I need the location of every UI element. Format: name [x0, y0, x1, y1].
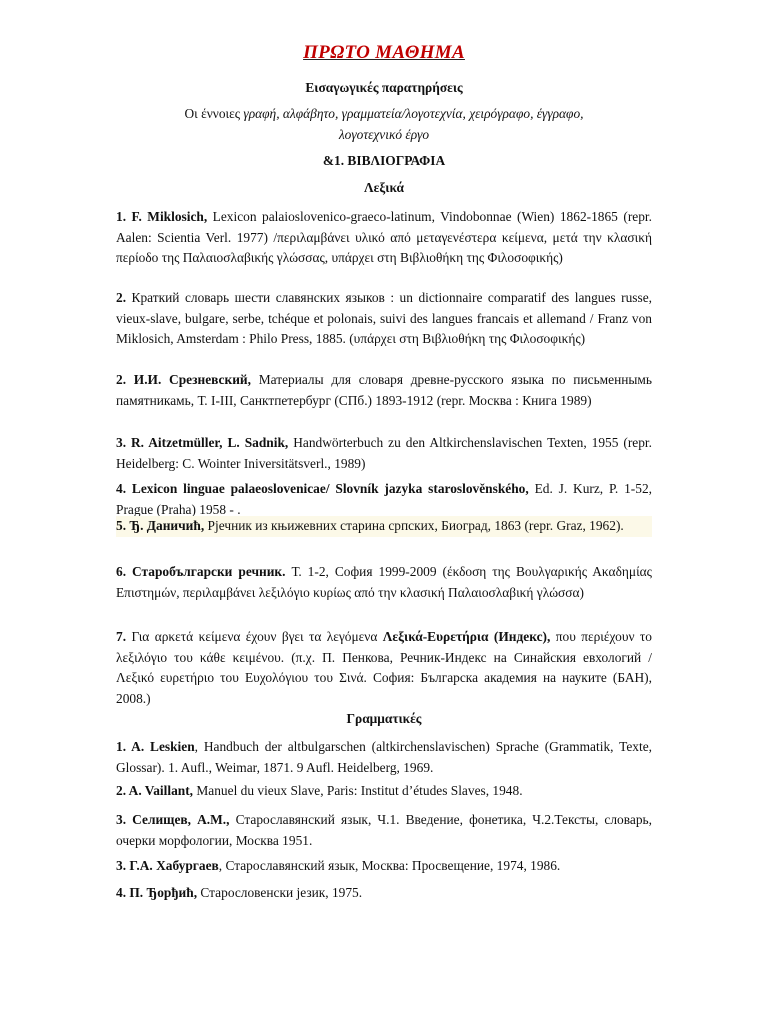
entry-number: 4.	[116, 481, 132, 496]
entry-number: 1.	[116, 739, 132, 754]
entry-text: Т. 1-2, София 1999-2009 (έκδοση της Βουλγαρικής Ακαδημίας Επιστημών, περιλαμβάνει λεξιλόγιο κυρίως από την κλασική Παλαιοσλαβική γλώσσα)	[116, 564, 652, 600]
grammar-entry	[116, 856, 652, 877]
entry-text: Старословенски језик, 1975.	[197, 885, 363, 900]
dictionary-entry	[116, 479, 652, 520]
entry-author: F. Miklosich,	[131, 209, 208, 224]
entry-author: П. Ђорђиħ,	[129, 885, 198, 900]
entry-text: Старославянский язык, Ч.1. Введение, фонетика, Ч.2.Тексты, словарь, очерки морфологии, Москва 1951.	[116, 812, 652, 848]
entry-author: Селищев, А.М.,	[132, 812, 230, 827]
intro-terms-line1: γραφή, αλφάβητο, γραμματεία/λογοτεχνία, χειρόγραφο, έγγραφο,	[243, 106, 584, 121]
entry-text: Manuel du vieux Slave, Paris: Institut d’études Slaves, 1948.	[193, 783, 523, 798]
grammar-entry	[116, 810, 652, 851]
intro-paragraph	[0, 104, 768, 145]
entry-author: R. Aitzetmüller, L. Sadnik,	[131, 435, 289, 450]
entry-text: Ed. J. Kurz, P. 1-52, Prague (Praha) 1958 - .	[116, 481, 653, 517]
entry-number: 5.	[116, 518, 130, 533]
entry-number: 1.	[116, 209, 132, 224]
entry-pre: Για αρκετά κείμενα έχουν βγει τα λεγόμενα	[131, 629, 383, 644]
entry-number: 2.	[116, 290, 132, 305]
entry-number: 3.	[116, 435, 132, 450]
grammar-entry	[116, 781, 652, 802]
entry-text: Материалы для словаря древне-русского языка по письменнымь памятникамь, Т. I-III, Санктпетербург (СПб.) 1893-1912 (repr. Москва : Книга 1989)	[116, 372, 653, 408]
entry-author: Λεξικά-Ευρετήρια (Индекс),	[382, 629, 551, 644]
entry-number: 4.	[116, 885, 130, 900]
entry-author: Lexicon linguae palaeoslovenicae/ Slovník jazyka staroslověnského,	[131, 481, 529, 496]
dictionary-entry	[116, 288, 652, 350]
dictionaries-heading: Λεξικά	[364, 180, 404, 195]
entry-author: И.И. Срезневский,	[133, 372, 251, 387]
dictionary-entry	[116, 516, 652, 537]
dictionary-entry	[116, 370, 652, 411]
entry-text: Краткий словарь шести славянских языков : un dictionnaire comparatif des langues russe, vieux-slave, bulgare, serbe, tchéque et polonais, suivi des langues francais et allemand / Franz von Miklosich, Amsterdam : Philo Press, 1885. (υπάρχει στη Βιβλιοθήκη της Φιλοσοφικής)	[116, 290, 652, 346]
dictionary-entry	[116, 433, 652, 474]
entry-number: 6.	[116, 564, 133, 579]
intro-terms-line2: λογοτεχνικό έργο	[338, 126, 430, 142]
entry-text: που περιέχουν το λεξιλόγιο του κάθε κειμένου. (π.χ. П. Пенкова, Речник-Индекс на Синайския евхологий / Λεξικό ευρετήριο του Ευχολόγιου του Σινά. София: Българска академия на науките (БАН), 2008.)	[116, 629, 652, 706]
entry-number: 2.	[116, 372, 134, 387]
grammar-entry	[116, 883, 652, 904]
section-heading: &1. ΒΙΒΛΙΟΓΡΑΦΙΑ	[322, 153, 446, 168]
entry-author: Г.А. Хабургаев	[129, 858, 219, 873]
entry-author: Старобългарски речник.	[132, 564, 286, 579]
entry-text: , Handbuch der altbulgarschen (altkirchenslavischen) Sprache (Grammatik, Texte, Glossar). 1. Aufl., Weimar, 1871. 9 Aufl. Heidelberg, 1969.	[116, 739, 652, 775]
entry-text: , Старославянский язык, Москва: Просвещение, 1974, 1986.	[218, 858, 561, 873]
entry-author: A. Leskien	[131, 739, 195, 754]
dictionary-entry	[116, 627, 652, 709]
entry-author: A. Vaillant,	[128, 783, 194, 798]
entry-text: Handwörterbuch zu den Altkirchenslavischen Texten, 1955 (repr. Heidelberg: C. Wointer Iniversitätsverl., 1989)	[116, 435, 653, 471]
grammars-heading: Γραμματικές	[346, 711, 422, 726]
entry-number: 7.	[116, 629, 132, 644]
dictionary-entry	[116, 562, 652, 603]
entry-number: 3.	[116, 812, 133, 827]
entry-number: 3.	[116, 858, 130, 873]
entry-text: Lexicon palaioslovenico-graeco-latinum, Vindobonnae (Wien) 1862-1865 (repr. Aalen: Scientia Verl. 1977) /περιλαμβάνει υλικό από μεταγενέστερα κείμενα, μετά την κλασική περίοδο της Παλαιοσλαβικής γλώσσας, υπάρχει στη Βιβλιοθήκη της Φιλοσοφικής)	[116, 209, 652, 265]
entry-number: 2.	[116, 783, 129, 798]
page-title: ΠΡΩΤΟ ΜΑΘΗΜΑ	[303, 42, 465, 63]
grammar-entry	[116, 737, 652, 778]
subtitle: Εισαγωγικές παρατηρήσεις	[305, 80, 463, 95]
dictionary-entry	[116, 207, 652, 269]
intro-prefix: Οι έννοιες	[184, 106, 244, 121]
entry-text: Рјечник из књижевних старина српских, Биоград, 1863 (repr. Graz, 1962).	[204, 518, 624, 533]
entry-author: Ђ. Даничиħ,	[129, 518, 205, 533]
